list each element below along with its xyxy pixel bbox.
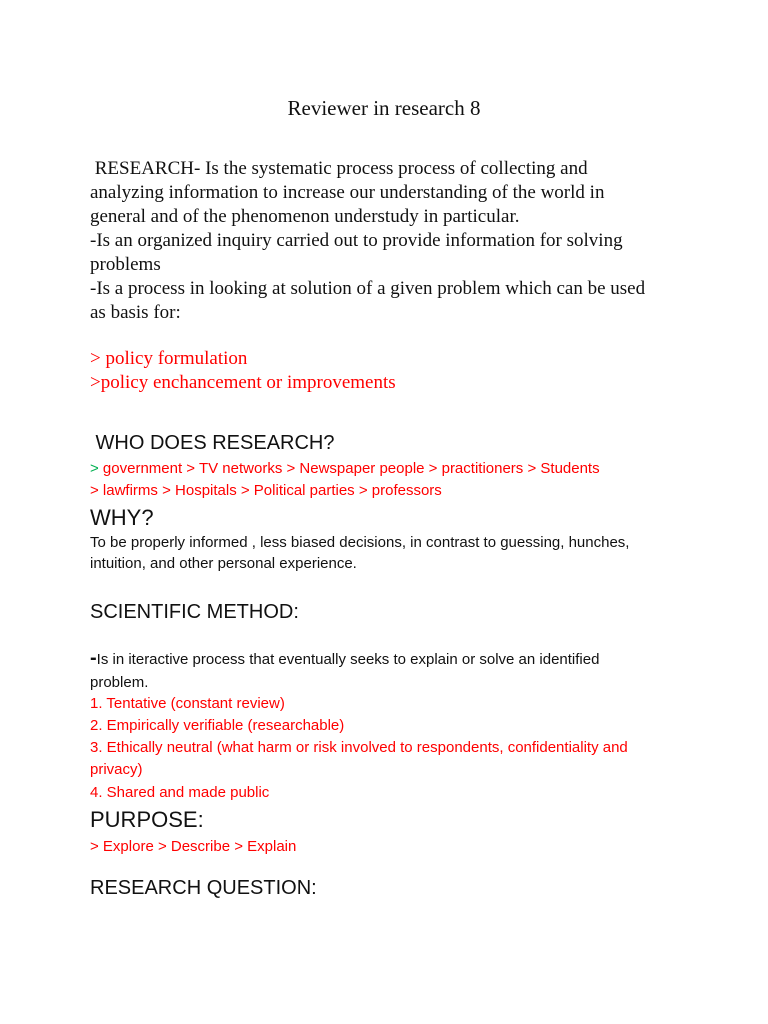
basis-item: > policy formulation [90,348,248,369]
who-line-1-prefix: > [90,460,99,477]
who-heading: WHO DOES RESEARCH? [90,432,335,454]
scientific-item: privacy) [90,761,143,778]
purpose-heading: PURPOSE: [90,807,204,832]
why-line: To be properly informed , less biased decisions, in contrast to guessing, hunches, [90,534,630,551]
definition-line: as basis for: [90,302,181,323]
definition-line: -Is a process in looking at solution of a given problem which can be used [90,278,646,299]
definition-line: general and of the phenomenon understudy in particular. [90,206,520,227]
who-line-1-rest: government > TV networks > Newspaper people > practitioners > Students [98,460,600,477]
research-definition [90,157,690,325]
document-title: Reviewer in research 8 [287,96,481,120]
basis-item: >policy enchancement or improvements [90,372,396,393]
who-line-2: > lawfirms > Hospitals > Political parties > professors [90,482,442,499]
purpose-line: > Explore > Describe > Explain [90,838,297,855]
scientific-heading: SCIENTIFIC METHOD: [90,601,299,623]
definition-line: analyzing information to increase our understanding of the world in [90,182,605,203]
basis-list [90,347,396,395]
why-heading: WHY? [90,505,154,530]
definition-line: problems [90,254,161,275]
scientific-dash: - [90,647,97,669]
scientific-item: 4. Shared and made public [90,784,270,801]
research-question-heading: RESEARCH QUESTION: [90,877,317,899]
definition-line: -Is an organized inquiry carried out to provide information for solving [90,230,623,251]
scientific-item: 1. Tentative (constant review) [90,695,285,712]
who-line-1 [90,458,600,480]
scientific-item: 3. Ethically neutral (what harm or risk involved to respondents, confidentiality and [90,739,628,756]
definition-line: RESEARCH- Is the systematic process process of collecting and [90,158,588,179]
why-line: intuition, and other personal experience. [90,555,357,572]
scientific-item: 2. Empirically verifiable (researchable) [90,717,345,734]
scientific-intro-text: Is in iteractive process that eventually seeks to explain or solve an identified [96,651,600,668]
scientific-intro-2: problem. [90,674,149,691]
scientific-intro [90,647,599,671]
